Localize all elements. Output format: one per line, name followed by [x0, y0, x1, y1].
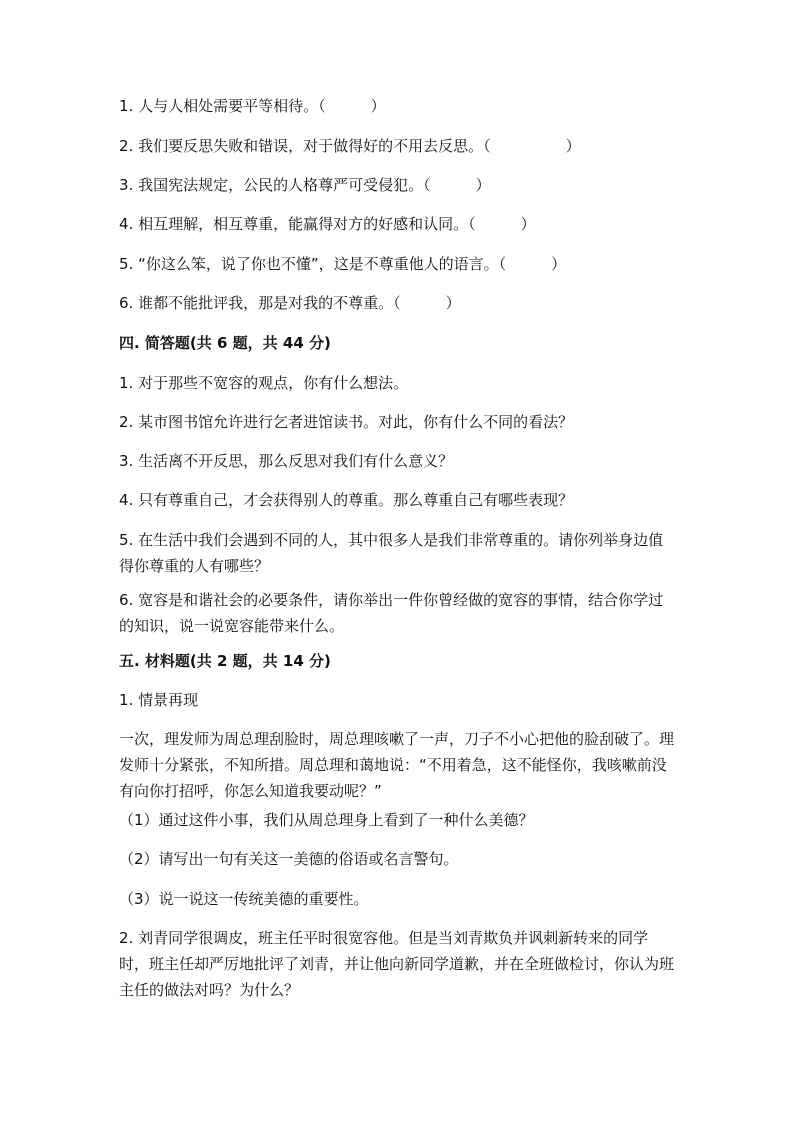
material-subquestion-1: （1）通过这件小事，我们从周总理身上看到了一种什么美德？: [119, 811, 534, 829]
section-heading-short-answer: 四. 简答题(共 6 题，共 44 分): [119, 334, 331, 352]
short-answer-item-2: 2. 某市图书馆允许进行乞者进馆读书。对此，你有什么不同的看法？: [119, 413, 574, 431]
judgement-item-1: 1. 人与人相处需要平等相待。（ ）: [119, 97, 386, 115]
material-subquestion-3: （3）说一说这一传统美德的重要性。: [119, 890, 369, 908]
short-answer-item-4: 4. 只有尊重自己，才会获得别人的尊重。那么尊重自己有哪些表现？: [119, 491, 574, 509]
judgement-item-3: 3. 我国宪法规定，公民的人格尊严可受侵犯。（ ）: [119, 176, 491, 194]
short-answer-item-3: 3. 生活离不开反思，那么反思对我们有什么意义？: [119, 452, 454, 470]
material-item-2: 2. 刘青同学很调皮，班主任平时很宽容他。但是当刘青欺负并讽刺新转来的同学时，班主任却严厉地批评了刘青，并让他向新同学道歉，并在全班做检讨，你认为班主任的做法对吗？为什么？: [119, 929, 675, 999]
short-answer-item-1: 1. 对于那些不宽容的观点，你有什么想法。: [119, 374, 409, 392]
short-answer-item-6: 6. 宽容是和谐社会的必要条件，请你举出一件你曾经做的宽容的事情，结合你学过的知识，说一说宽容能带来什么。: [119, 591, 664, 635]
judgement-item-5: 5. “你这么笨，说了你也不懂”，这是不尊重他人的语言。（ ）: [119, 255, 567, 273]
judgement-item-6: 6. 谁都不能批评我，那是对我的不尊重。（ ）: [119, 294, 461, 312]
section-heading-material: 五. 材料题(共 2 题，共 14 分): [119, 652, 331, 670]
material-item-1-title: 1. 情景再现: [119, 691, 199, 709]
short-answer-item-5: 5. 在生活中我们会遇到不同的人，其中很多人是我们非常尊重的。请你列举身边值得你尊重的人有哪些？: [119, 531, 664, 575]
judgement-item-2: 2. 我们要反思失败和错误，对于做得好的不用去反思。（ ）: [119, 137, 581, 155]
material-subquestion-2: （2）请写出一句有关这一美德的俗语或名言警句。: [119, 850, 459, 868]
material-item-1-passage: 一次，理发师为周总理刮脸时，周总理咳嗽了一声，刀子不小心把他的脸刮破了。理发师十分紧张，不知所措。周总理和蔼地说：“不用着急，这不能怪你，我咳嗽前没有向你打招呼，你怎么知道我要动呢？”: [119, 730, 675, 800]
judgement-item-4: 4. 相互理解，相互尊重，能赢得对方的好感和认同。（ ）: [119, 215, 536, 233]
